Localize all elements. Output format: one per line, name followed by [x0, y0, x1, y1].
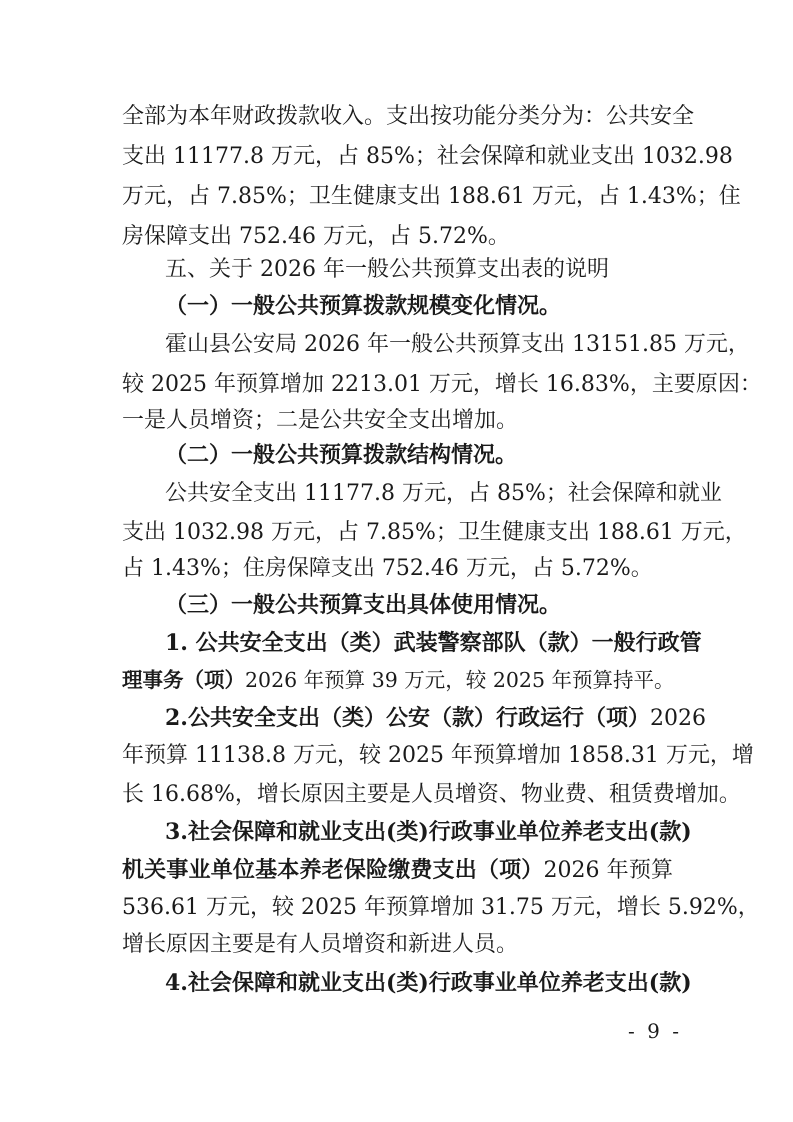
text-line: 全部为本年财政拨款收入。支出按功能分类分为：公共安全	[122, 104, 695, 129]
text-line: （一）一般公共预算拨款规模变化情况。	[165, 293, 562, 319]
text-line: 536.61 万元，较 2025 年预算增加 31.75 万元，增长 5.92%，	[122, 895, 760, 920]
text-line	[122, 660, 675, 700]
text-line: 4.社会保障和就业支出(类)行政事业单位养老支出(款)	[165, 970, 692, 996]
text-line: 房保障支出 752.46 万元，占 5.72%。	[122, 224, 510, 249]
text-line	[165, 698, 706, 738]
text-line: 公共安全支出 11177.8 万元，占 85%；社会保障和就业	[165, 481, 722, 506]
text-line	[122, 850, 673, 890]
text-line: （二）一般公共预算拨款结构情况。	[165, 442, 518, 468]
text-line: 一是人员增资；二是公共安全支出增加。	[122, 408, 519, 433]
text-line: 年预算 11138.8 万元，较 2025 年预算增加 1858.31 万元，增	[122, 743, 754, 768]
text-line: 支出 11177.8 万元，占 85%；社会保障和就业支出 1032.98	[122, 144, 733, 169]
text-segment: 理事务（项）	[122, 668, 245, 692]
text-line: 长 16.68%，增长原因主要是人员增资、物业费、租赁费增加。	[122, 782, 741, 807]
text-segment: 2026 年预算	[543, 858, 673, 883]
text-line: 支出 1032.98 万元，占 7.85%；卫生健康支出 188.61 万元，	[122, 520, 747, 545]
text-line: 1. 公共安全支出（类）武装警察部队（款）一般行政管	[165, 630, 702, 656]
text-line: 霍山县公安局 2026 年一般公共预算支出 13151.85 万元，	[165, 332, 750, 357]
text-segment: 2026 年预算 39 万元，较 2025 年预算持平。	[245, 668, 675, 692]
text-line: 五、关于 2026 年一般公共预算支出表的说明	[165, 257, 609, 282]
text-line: 占 1.43%；住房保障支出 752.46 万元，占 5.72%。	[122, 556, 653, 581]
text-segment: 2026	[649, 706, 706, 731]
text-segment: 2.公共安全支出（类）公安（款）行政运行（项）	[165, 705, 650, 731]
text-line: （三）一般公共预算支出具体使用情况。	[165, 592, 562, 618]
text-segment: 机关事业单位基本养老保险缴费支出（项）	[122, 857, 544, 883]
page-number: - 9 -	[628, 1019, 682, 1043]
text-line: 万元，占 7.85%；卫生健康支出 188.61 万元，占 1.43%；住	[122, 184, 741, 209]
text-line: 较 2025 年预算增加 2213.01 万元，增长 16.83%，主要原因：	[122, 372, 762, 397]
text-line: 3.社会保障和就业支出(类)行政事业单位养老支出(款)	[165, 819, 692, 845]
text-line: 增长原因主要是有人员增资和新进人员。	[122, 932, 519, 957]
